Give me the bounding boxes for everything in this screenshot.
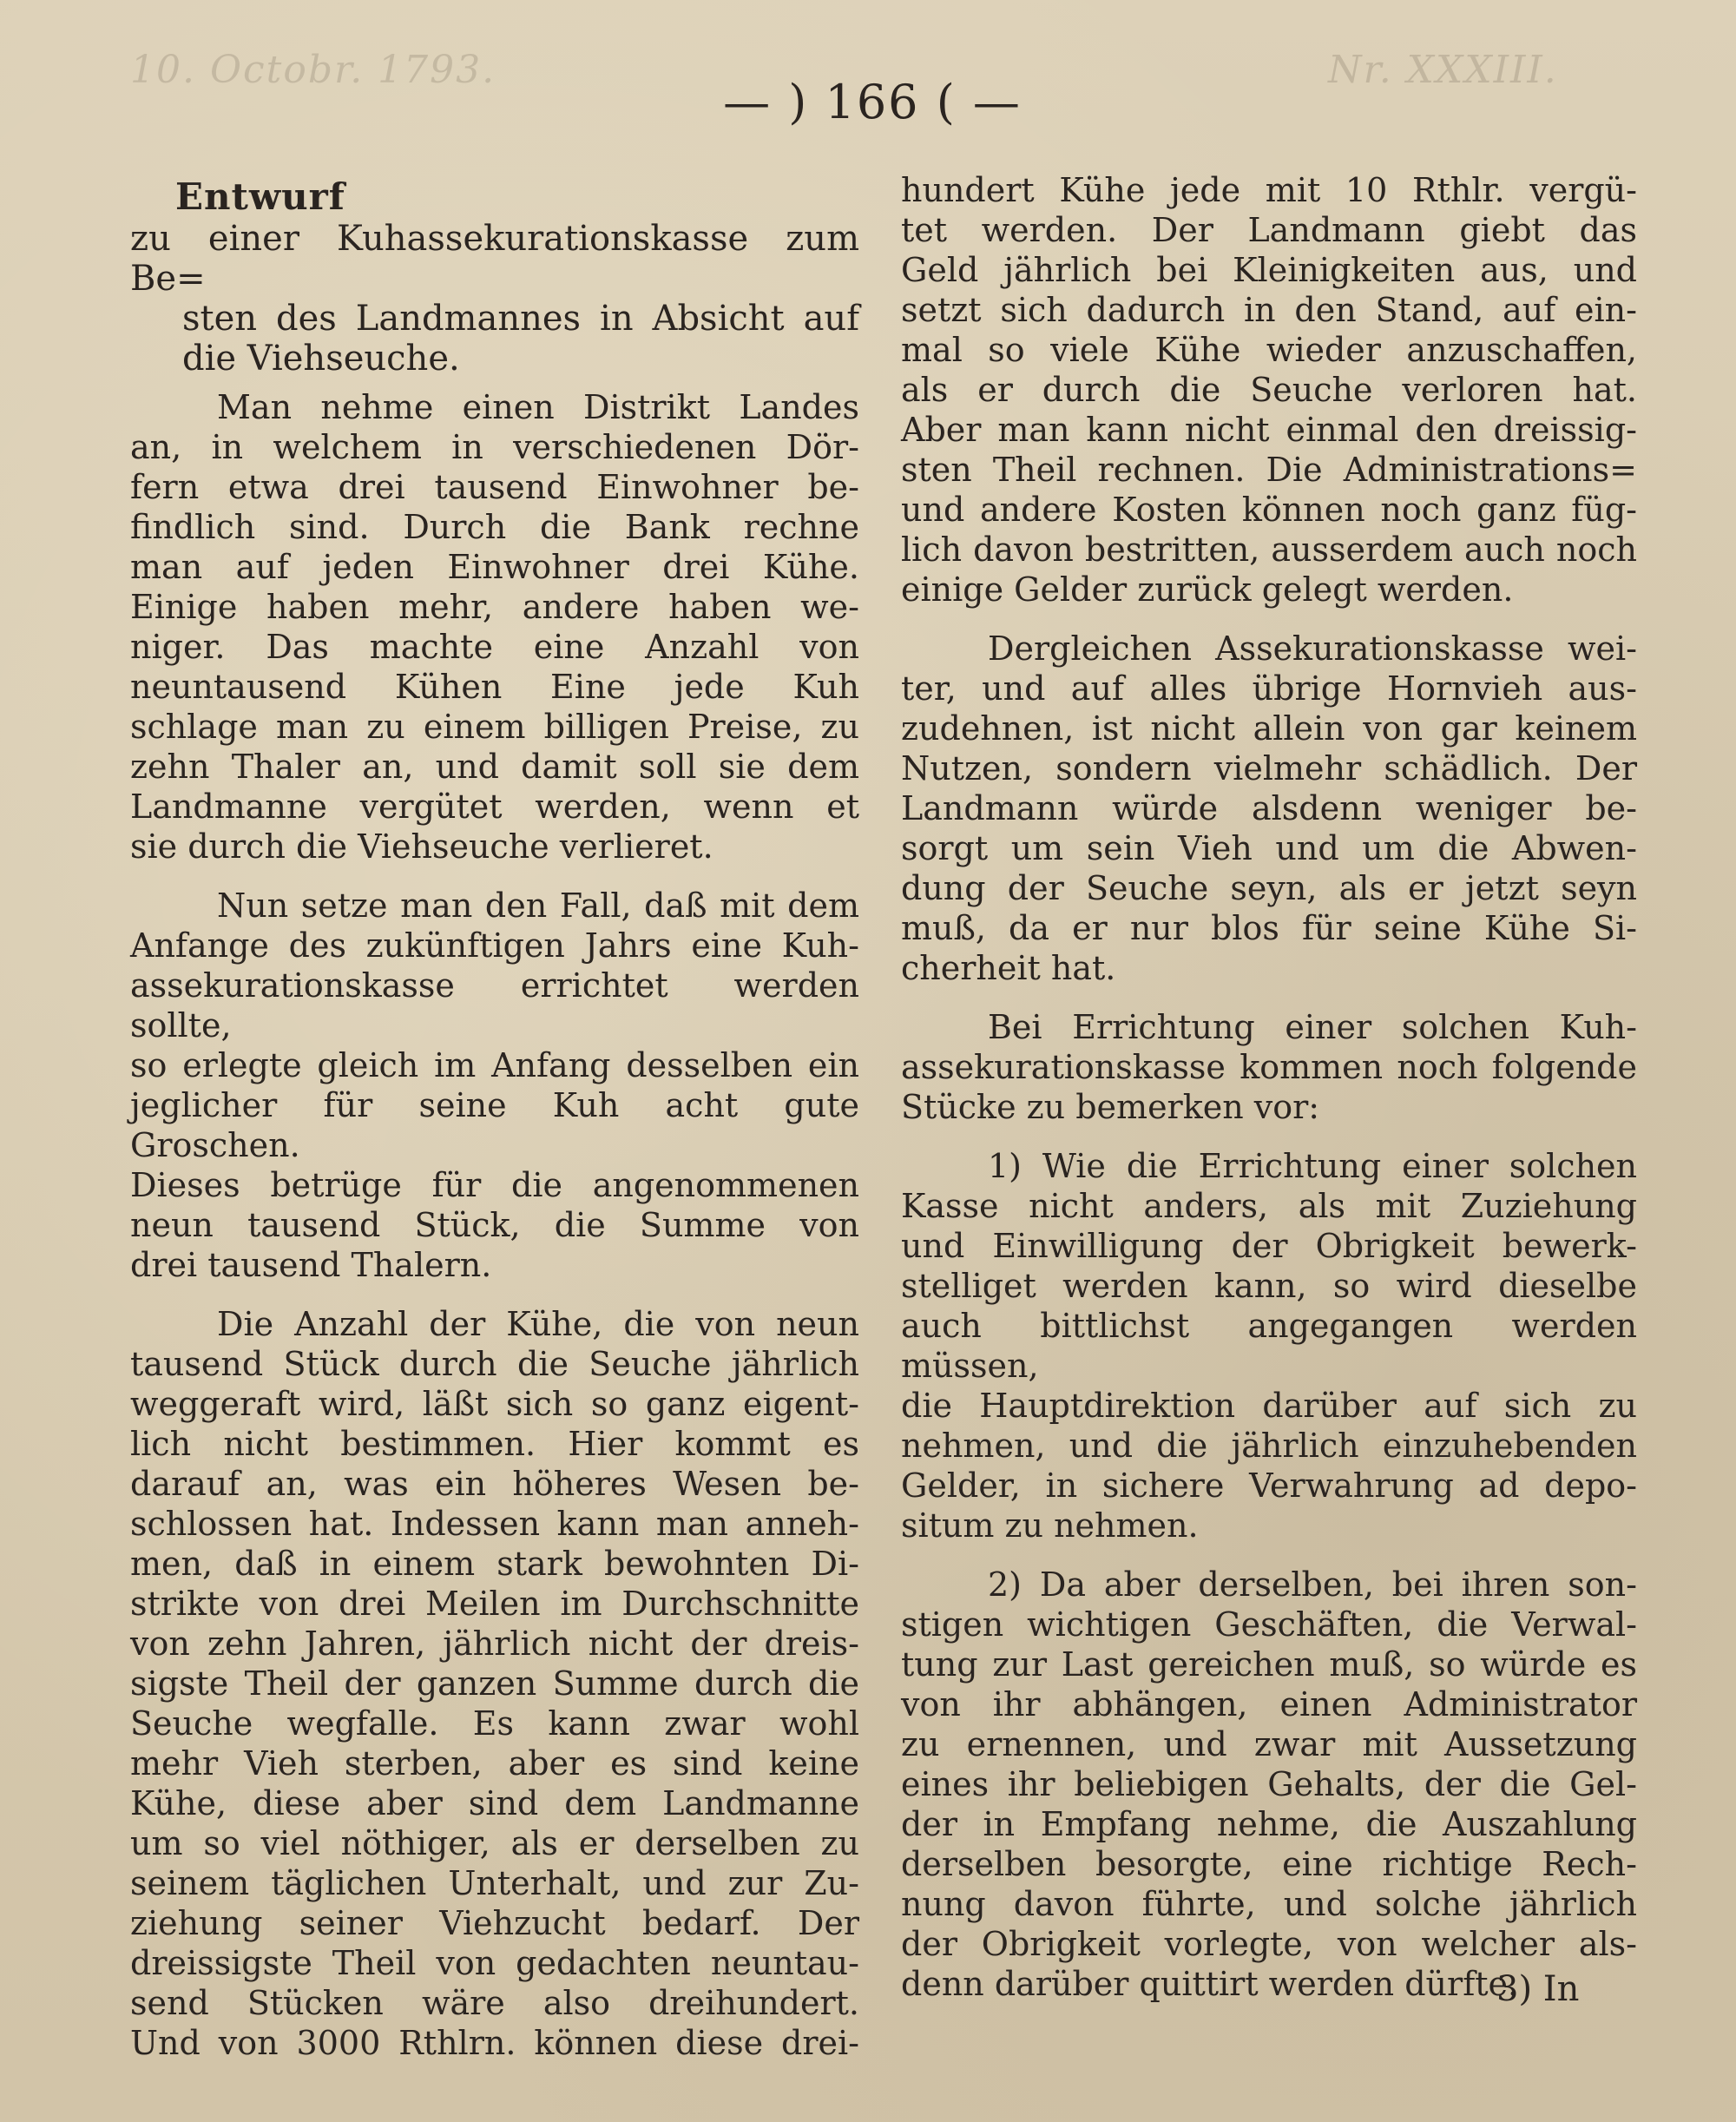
subtitle-line: die Viehseuche.: [182, 339, 460, 379]
text-line: der Obrigkeit vorlegte, von welcher als-: [901, 1925, 1637, 1963]
subtitle-line: zu einer Kuhassekurationskasse zum Be=: [130, 219, 859, 299]
text-line: 2) Da aber derselben, bei ihren son-: [988, 1565, 1637, 1604]
text-line: 1) Wie die Errichtung einer solchen: [988, 1147, 1637, 1185]
text-line: muß, da er nur blos für seine Kühe Si-: [901, 909, 1637, 947]
catchword: 3) In: [1496, 1969, 1580, 2009]
paragraph-4: [901, 170, 1637, 610]
article-subtitle: [130, 219, 859, 379]
text-line: als er durch die Seuche verloren hat.: [901, 371, 1637, 409]
text-line: Geld jährlich bei Kleinigkeiten aus, und: [901, 251, 1637, 289]
text-line: man auf jeden Einwohner drei Kühe.: [130, 548, 859, 586]
text-line: einige Gelder zurück gelegt werden.: [901, 570, 1514, 609]
text-line: hundert Kühe jede mit 10 Rthlr. vergü-: [901, 171, 1637, 209]
text-line: um so viel nöthiger, als er derselben zu: [130, 1824, 859, 1862]
text-line: sorgt um sein Vieh und um die Abwen-: [901, 829, 1637, 867]
right-column: [901, 170, 1637, 2023]
text-line: eines ihr beliebigen Gehalts, der die Gel-: [901, 1765, 1637, 1803]
text-line: neuntausend Kühen Eine jede Kuh: [130, 668, 859, 706]
text-line: von ihr abhängen, einen Administrator: [901, 1685, 1637, 1723]
article-heading: Entwurf: [175, 175, 345, 218]
page-number: — ) 166 ( —: [723, 75, 1022, 129]
text-line: Dergleichen Assekurationskasse wei-: [988, 629, 1637, 668]
text-line: cherheit hat.: [901, 949, 1116, 987]
text-line: derselben besorgte, eine richtige Rech-: [901, 1845, 1637, 1883]
text-line: zehn Thaler an, und damit soll sie dem: [130, 748, 859, 786]
text-line: von zehn Jahren, jährlich nicht der dreis-: [130, 1624, 859, 1663]
text-line: Stücke zu bemerken vor:: [901, 1088, 1320, 1126]
text-line: send Stücken wäre also dreihundert.: [130, 1984, 859, 2022]
text-line: Aber man kann nicht einmal den dreissig-: [901, 411, 1637, 449]
text-line: men, daß in einem stark bewohnten Di-: [130, 1545, 859, 1583]
text-line: der in Empfang nehme, die Auszahlung: [901, 1805, 1637, 1843]
text-line: schlage man zu einem billigen Preise, zu: [130, 708, 859, 746]
paragraph-1: [130, 387, 859, 867]
text-line: und andere Kosten können noch ganz füg-: [901, 491, 1637, 529]
paragraph-8: [901, 1565, 1637, 2004]
text-line: tausend Stück durch die Seuche jährlich: [130, 1345, 859, 1383]
text-line: sie durch die Viehseuche verlieret.: [130, 827, 713, 866]
text-line: stelliget werden kann, so wird dieselbe: [901, 1267, 1637, 1305]
paragraph-7: [901, 1146, 1637, 1545]
text-line: strikte von drei Meilen im Durchschnitte: [130, 1585, 859, 1623]
text-line: dung der Seuche seyn, als er jetzt seyn: [901, 869, 1637, 907]
text-line: Nun setze man den Fall, daß mit dem: [217, 886, 859, 925]
subtitle-line: sten des Landmannes in Absicht auf: [182, 299, 859, 339]
paragraph-6: [901, 1007, 1637, 1127]
bleed-through-issue: Nr. XXXIII.: [1328, 48, 1558, 92]
text-line: an, in welchem in verschiedenen Dör-: [130, 428, 859, 466]
left-column: [130, 170, 859, 2082]
text-line: Und von 3000 Rthlrn. können diese drei-: [130, 2024, 859, 2062]
paragraph-2: [130, 886, 859, 1285]
text-line: jeglicher für seine Kuh acht gute Groschen.: [130, 1086, 859, 1164]
text-line: assekurationskasse errichtet werden sollte,: [130, 966, 859, 1045]
text-line: seinem täglichen Unterhalt, und zur Zu-: [130, 1864, 859, 1902]
text-line: assekurationskasse kommen noch folgende: [901, 1048, 1637, 1086]
text-line: so erlegte gleich im Anfang desselben ein: [130, 1046, 859, 1084]
text-line: Kühe, diese aber sind dem Landmanne: [130, 1784, 859, 1822]
text-line: situm zu nehmen.: [901, 1506, 1199, 1545]
text-line: setzt sich dadurch in den Stand, auf ein-: [901, 291, 1637, 329]
text-line: stigen wichtigen Geschäften, die Verwal-: [901, 1605, 1637, 1644]
text-line: Bei Errichtung einer solchen Kuh-: [988, 1008, 1637, 1046]
text-line: denn darüber quittirt werden dürfte.: [901, 1965, 1519, 2003]
text-line: neun tausend Stück, die Summe von: [130, 1206, 859, 1244]
text-line: Die Anzahl der Kühe, die von neun: [217, 1305, 859, 1343]
text-line: drei tausend Thalern.: [130, 1246, 492, 1284]
text-line: nung davon führte, und solche jährlich: [901, 1885, 1637, 1923]
text-line: findlich sind. Durch die Bank rechne: [130, 508, 859, 546]
text-line: lich nicht bestimmen. Hier kommt es: [130, 1425, 859, 1463]
text-line: Seuche wegfalle. Es kann zwar wohl: [130, 1704, 859, 1743]
text-line: Gelder, in sichere Verwahrung ad depo-: [901, 1466, 1637, 1505]
text-line: fern etwa drei tausend Einwohner be-: [130, 468, 859, 506]
text-line: Nutzen, sondern vielmehr schädlich. Der: [901, 749, 1637, 788]
text-line: niger. Das machte eine Anzahl von: [130, 628, 859, 666]
text-line: auch bittlichst angegangen werden müssen,: [901, 1307, 1637, 1385]
text-line: zu ernennen, und zwar mit Aussetzung: [901, 1725, 1637, 1763]
paragraph-3: [130, 1304, 859, 2063]
text-line: ter, und auf alles übrige Hornvieh aus-: [901, 669, 1637, 708]
text-line: weggeraft wird, läßt sich so ganz eigent-: [130, 1385, 859, 1423]
text-line: die Hauptdirektion darüber auf sich zu: [901, 1387, 1637, 1425]
text-line: tet werden. Der Landmann giebt das: [901, 211, 1637, 249]
text-line: Man nehme einen Distrikt Landes: [217, 388, 859, 426]
text-line: Dieses betrüge für die angenommenen: [130, 1166, 859, 1204]
text-line: mehr Vieh sterben, aber es sind keine: [130, 1744, 859, 1783]
text-line: Anfange des zukünftigen Jahrs eine Kuh-: [130, 926, 859, 965]
text-line: nehmen, und die jährlich einzuhebenden: [901, 1427, 1637, 1465]
text-line: zudehnen, ist nicht allein von gar keinem: [901, 709, 1637, 748]
text-line: Landmann würde alsdenn weniger be-: [901, 789, 1637, 827]
text-line: dreissigste Theil von gedachten neuntau-: [130, 1944, 859, 1982]
text-line: sigste Theil der ganzen Summe durch die: [130, 1664, 859, 1703]
text-line: mal so viele Kühe wieder anzuschaffen,: [901, 331, 1637, 369]
text-line: ziehung seiner Viehzucht bedarf. Der: [130, 1904, 859, 1942]
text-line: tung zur Last gereichen muß, so würde es: [901, 1645, 1637, 1684]
text-line: Landmanne vergütet werden, wenn et: [130, 788, 859, 826]
text-line: darauf an, was ein höheres Wesen be-: [130, 1465, 859, 1503]
text-line: schlossen hat. Indessen kann man anneh-: [130, 1505, 859, 1543]
paragraph-5: [901, 629, 1637, 988]
text-line: Kasse nicht anders, als mit Zuziehung: [901, 1187, 1637, 1225]
text-line: und Einwilligung der Obrigkeit bewerk-: [901, 1227, 1637, 1265]
bleed-through-date: 10. Octobr. 1793.: [130, 48, 496, 92]
text-line: sten Theil rechnen. Die Administrations=: [901, 451, 1637, 489]
text-line: lich davon bestritten, ausserdem auch noch: [901, 530, 1637, 569]
text-line: Einige haben mehr, andere haben we-: [130, 588, 859, 626]
